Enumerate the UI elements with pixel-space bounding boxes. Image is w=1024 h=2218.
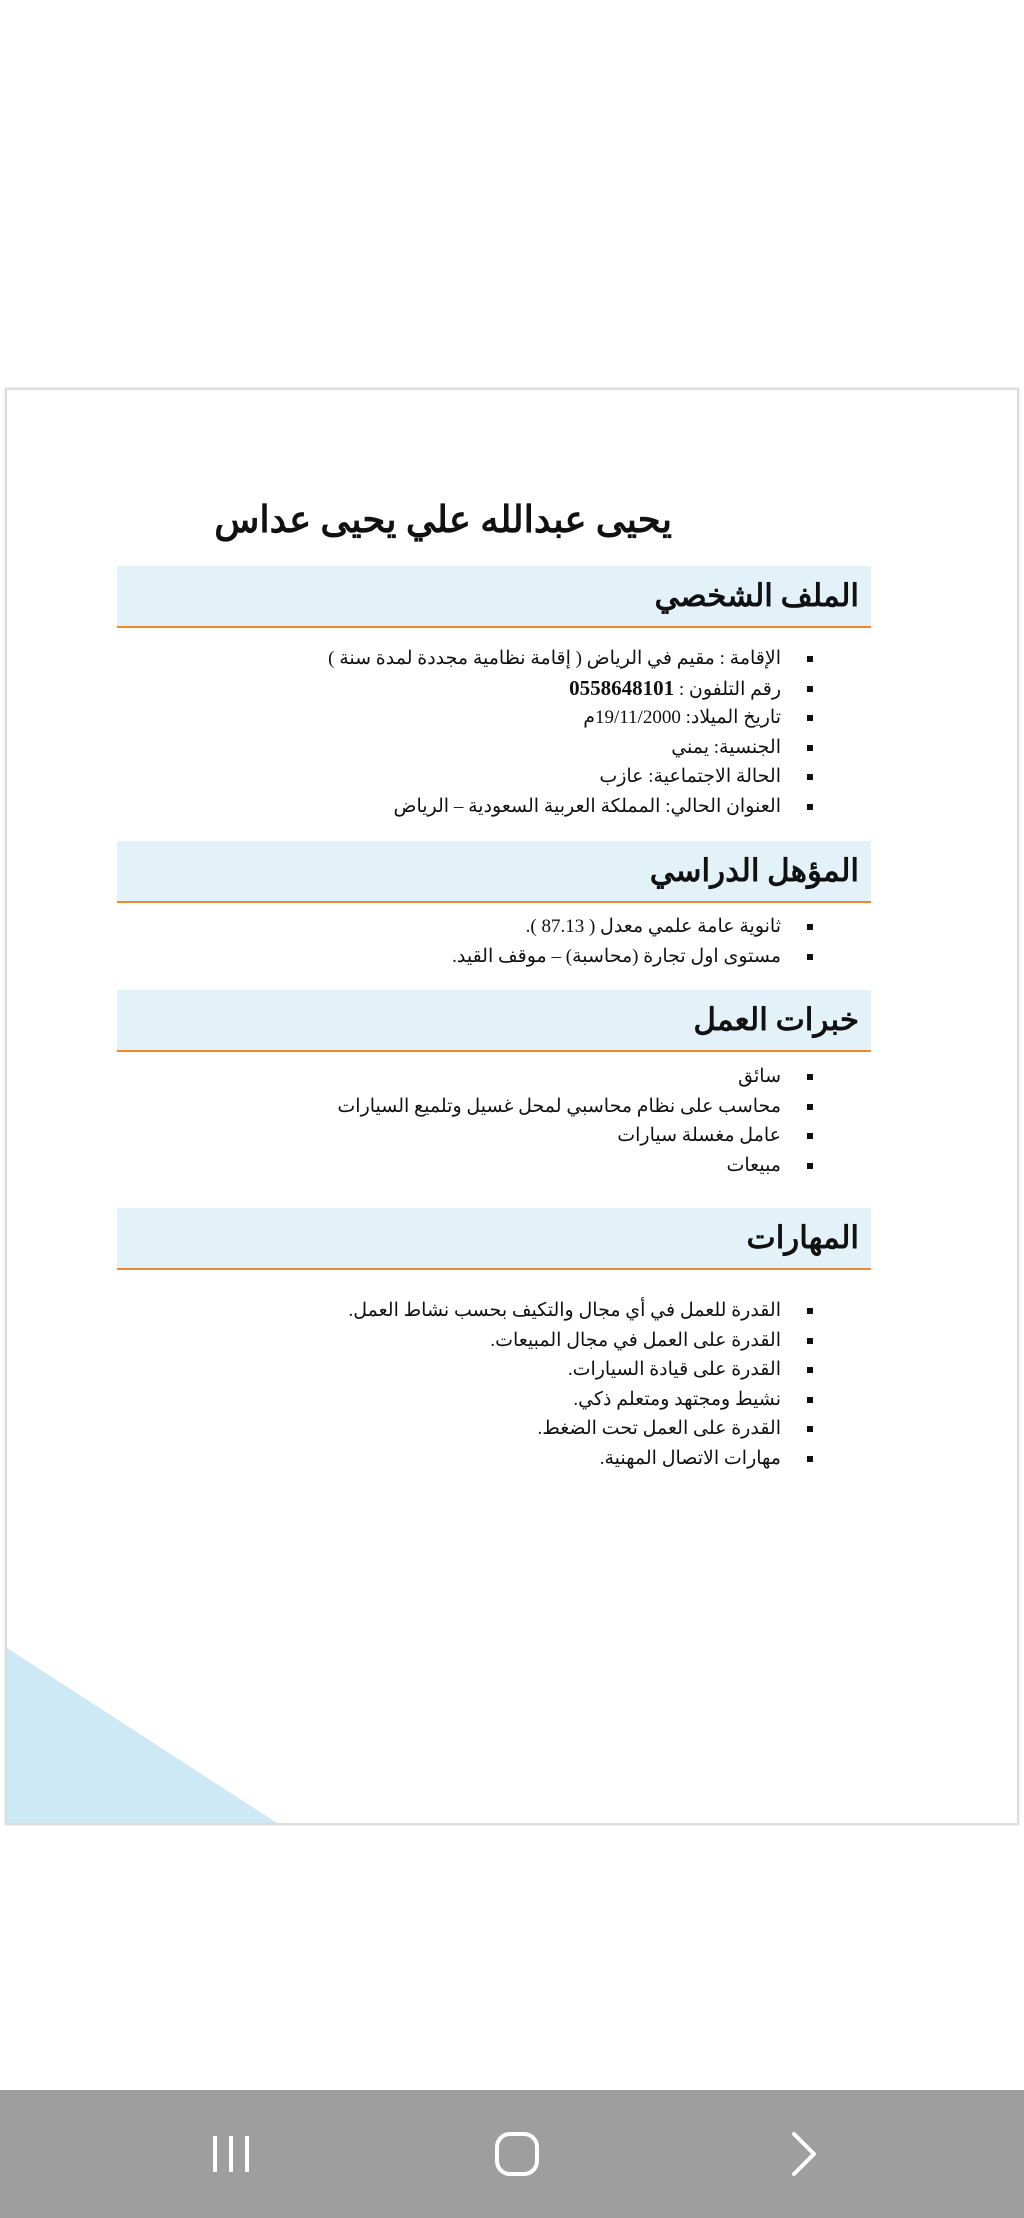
list-item: القدرة على العمل في مجال المبيعات. <box>117 1326 871 1356</box>
list-item: تاريخ الميلاد: 19/11/2000م <box>117 703 871 733</box>
section-title-education: المؤهل الدراسي <box>649 853 859 888</box>
bullet-icon <box>807 1308 813 1314</box>
bullet-icon <box>807 774 813 780</box>
list-item: مستوى اول تجارة (محاسبة) – موقف القيد. <box>117 942 871 972</box>
list-item: سائق <box>117 1062 871 1092</box>
section-skills <box>117 1208 871 1473</box>
recent-apps-icon <box>209 2134 253 2174</box>
bullet-icon <box>807 686 813 692</box>
corner-decoration <box>7 1648 277 1823</box>
list-item-phone: رقم التلفون : 0558648101 <box>117 674 871 704</box>
bullet-icon <box>807 1367 813 1373</box>
section-profile <box>117 566 871 821</box>
list-item: الجنسية: يمني <box>117 733 871 763</box>
bullet-icon <box>807 745 813 751</box>
phone-number: 0558648101 <box>569 675 675 700</box>
bullet-icon <box>807 1074 813 1080</box>
list-item: العنوان الحالي: المملكة العربية السعودية – الرياض <box>117 792 871 822</box>
list-item: القدرة للعمل في أي مجال والتكيف بحسب نشاط العمل. <box>117 1296 871 1326</box>
back-icon <box>789 2131 819 2177</box>
bullet-icon <box>807 1426 813 1432</box>
section-header-education <box>117 841 871 903</box>
document-page[interactable] <box>5 388 1019 1825</box>
section-education <box>117 841 871 971</box>
list-item: القدرة على العمل تحت الضغط. <box>117 1414 871 1444</box>
bullet-icon <box>807 804 813 810</box>
bullet-icon <box>807 1104 813 1110</box>
list-item: نشيط ومجتهد ومتعلم ذكي. <box>117 1385 871 1415</box>
experience-list <box>117 1062 871 1180</box>
list-item: القدرة على قيادة السيارات. <box>117 1355 871 1385</box>
section-header-experience <box>117 990 871 1052</box>
list-item: الحالة الاجتماعية: عازب <box>117 762 871 792</box>
list-item: ثانوية عامة علمي معدل ( 87.13 ). <box>117 912 871 942</box>
list-item: مبيعات <box>117 1151 871 1181</box>
skills-list <box>117 1296 871 1473</box>
section-header-skills <box>117 1208 871 1270</box>
viewer-background <box>0 0 1024 388</box>
person-name: يحيى عبدالله علي يحيى عداس <box>214 500 672 541</box>
list-item: مهارات الاتصال المهنية. <box>117 1444 871 1474</box>
section-header-profile <box>117 566 871 628</box>
bullet-icon <box>807 954 813 960</box>
back-button[interactable] <box>744 2090 864 2218</box>
profile-list <box>117 644 871 821</box>
bullet-icon <box>807 656 813 662</box>
bullet-icon <box>807 924 813 930</box>
bullet-icon <box>807 715 813 721</box>
bullet-icon <box>807 1163 813 1169</box>
education-list <box>117 912 871 971</box>
list-item: عامل مغسلة سيارات <box>117 1121 871 1151</box>
bullet-icon <box>807 1397 813 1403</box>
section-title-experience: خبرات العمل <box>693 1002 859 1037</box>
bullet-icon <box>807 1456 813 1462</box>
home-button[interactable] <box>457 2090 577 2218</box>
section-title-profile: الملف الشخصي <box>654 578 859 613</box>
bullet-icon <box>807 1338 813 1344</box>
list-item: الإقامة : مقيم في الرياض ( إقامة نظامية مجددة لمدة سنة ) <box>117 644 871 674</box>
section-experience <box>117 990 871 1180</box>
home-icon <box>494 2131 540 2177</box>
recent-apps-button[interactable] <box>171 2090 291 2218</box>
bullet-icon <box>807 1133 813 1139</box>
system-navigation-bar <box>0 2090 1024 2218</box>
section-title-skills: المهارات <box>746 1220 859 1255</box>
list-item: محاسب على نظام محاسبي لمحل غسيل وتلميع السيارات <box>117 1092 871 1122</box>
